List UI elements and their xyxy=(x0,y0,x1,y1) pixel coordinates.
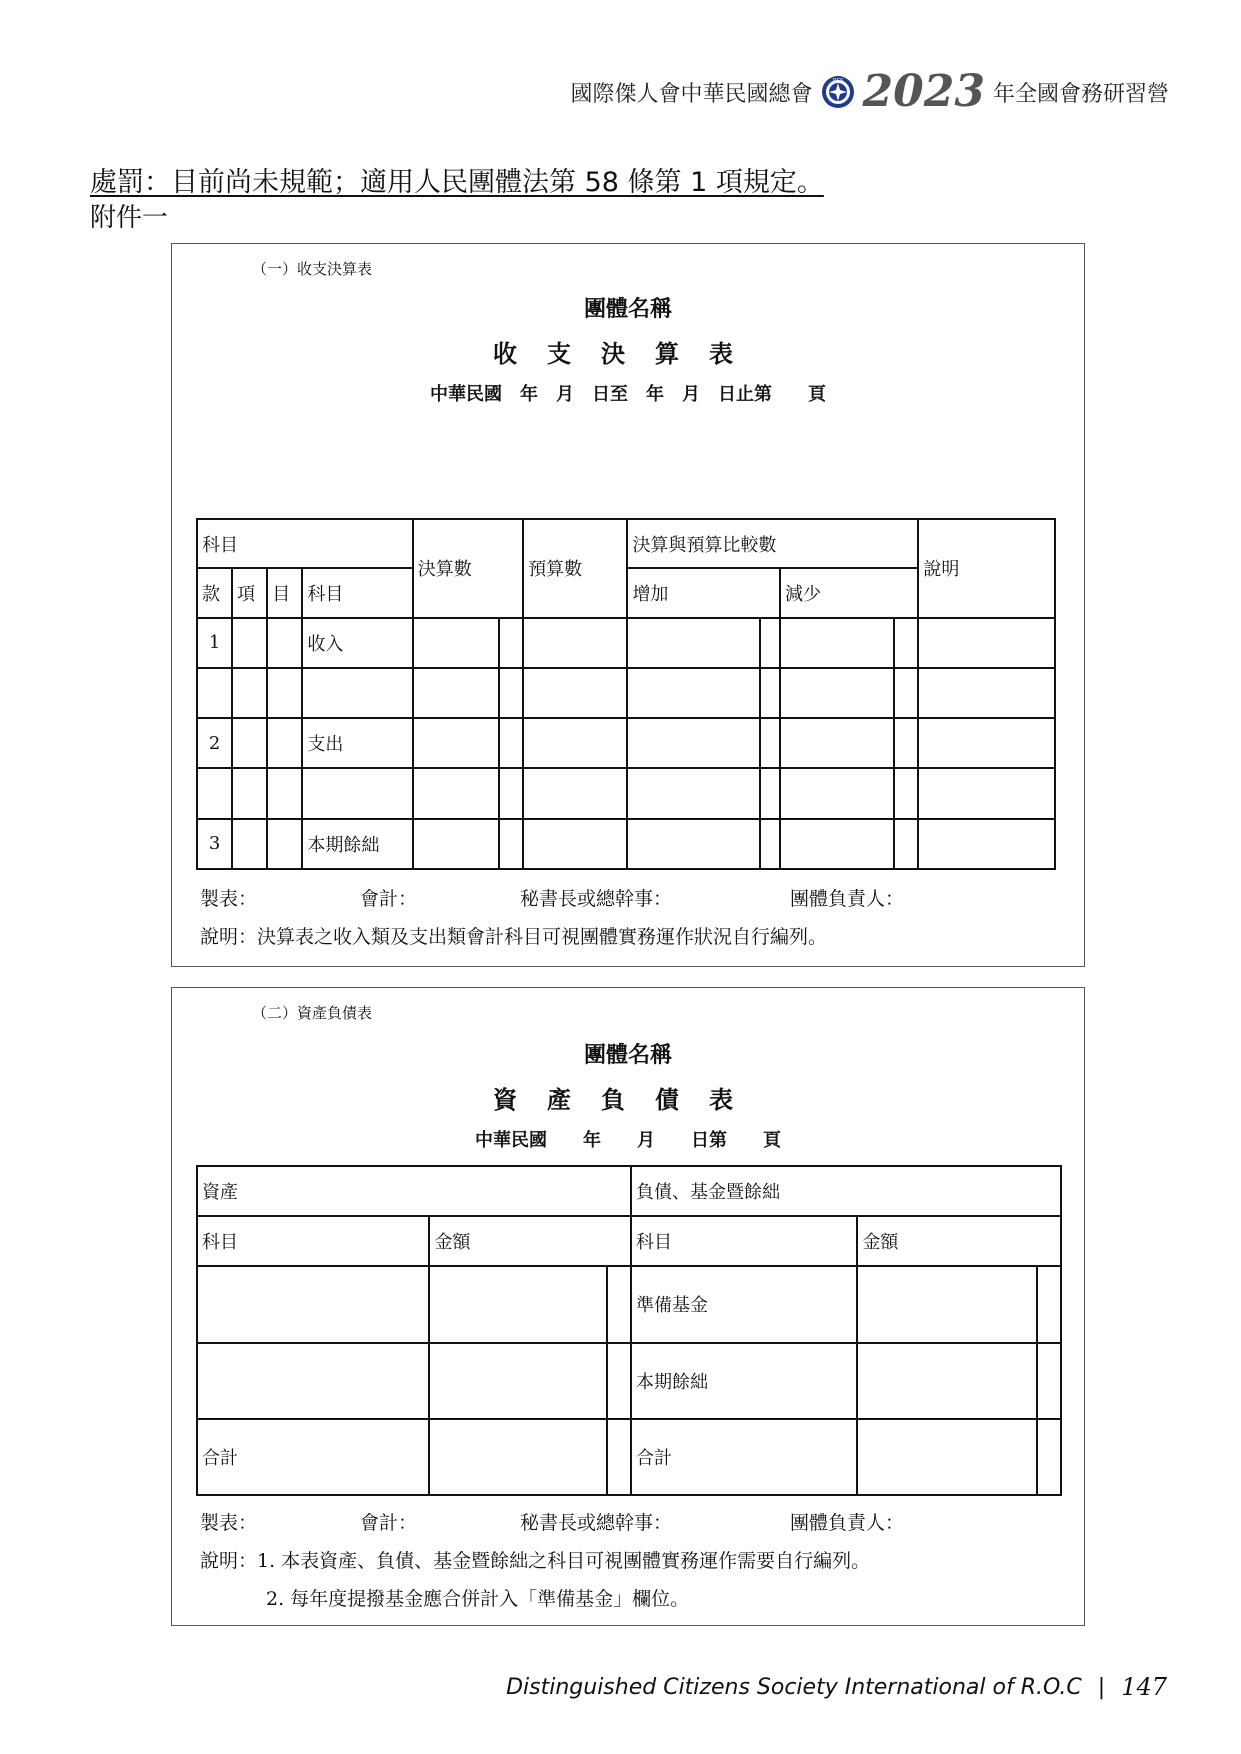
form2-signer-secretary: 秘書長或總幹事： xyxy=(520,1512,673,1534)
penalty-paragraph: 處罰：目前尚未規範；適用人民團體法第 58 條第 1 項規定。 xyxy=(90,167,824,198)
table-row xyxy=(197,1343,1061,1419)
row-kuan: 1 xyxy=(197,618,232,668)
form1-signer-accountant: 會計： xyxy=(360,888,418,910)
table-row xyxy=(197,819,1055,869)
table-row xyxy=(197,668,1055,718)
row-left-subject xyxy=(197,1266,429,1342)
form2-note2: 2. 每年度提撥基金應合併計入「準備基金」欄位。 xyxy=(266,1588,690,1610)
header-year: 2023 xyxy=(862,66,985,117)
row-subject: 收入 xyxy=(302,618,412,668)
form1-signer-head: 團體負責人： xyxy=(790,888,905,910)
form1-header-budget: 預算數 xyxy=(523,519,627,618)
row-kuan xyxy=(197,668,232,718)
footer-org-en: Distinguished Citizens Society International of R.O.C xyxy=(506,1674,1082,1700)
form2-org-name: 團體名稱 xyxy=(583,1042,672,1068)
form1-header-mu: 目 xyxy=(267,568,302,617)
row-kuan: 3 xyxy=(197,819,232,869)
form1-title: 收支決算表 xyxy=(493,339,763,368)
row-kuan xyxy=(197,768,232,818)
form2-date-line: 中華民國 年 月 日第 頁 xyxy=(475,1130,781,1151)
table-row xyxy=(197,718,1055,768)
row-right-subject: 合計 xyxy=(631,1419,857,1495)
form2-signer-head: 團體負責人： xyxy=(790,1512,905,1534)
row-right-subject: 本期餘絀 xyxy=(631,1343,857,1419)
form1-date-line: 中華民國 年 月 日至 年 月 日止第 頁 xyxy=(430,384,826,405)
row-subject xyxy=(302,768,412,818)
form1-note: 說明：決算表之收入類及支出類會計科目可視團體實務運作狀況自行編列。 xyxy=(200,926,828,948)
svg-text:DCS: DCS xyxy=(832,78,843,84)
footer-separator: | xyxy=(1097,1674,1106,1700)
form1-signer-secretary: 秘書長或總幹事： xyxy=(520,888,673,910)
form1-header-decrease: 減少 xyxy=(780,568,918,617)
form1-header-increase: 增加 xyxy=(627,568,780,617)
form2-header-amount-left: 金額 xyxy=(429,1216,631,1266)
form1-header-comparison: 決算與預算比較數 xyxy=(627,519,918,568)
form2-note1: 說明：1. 本表資產、負債、基金暨餘絀之科目可視團體實務運作需要自行編列。 xyxy=(200,1550,871,1572)
page-footer xyxy=(506,1673,1167,1701)
table-row xyxy=(197,618,1055,668)
table-row xyxy=(197,1419,1061,1495)
form1-header-subject: 科目 xyxy=(197,519,413,568)
form1-header-final: 決算數 xyxy=(413,519,523,618)
form-balance-sheet xyxy=(171,987,1085,1626)
page-header xyxy=(570,66,1170,117)
row-left-subject: 合計 xyxy=(197,1419,429,1495)
form2-signer-accountant: 會計： xyxy=(360,1512,418,1534)
table-row xyxy=(197,768,1055,818)
form2-title: 資產負債表 xyxy=(493,1085,763,1114)
form2-section-label: （二）資產負債表 xyxy=(252,1004,373,1022)
table-row xyxy=(197,1266,1061,1342)
form1-header-subject2: 科目 xyxy=(302,568,412,617)
society-logo-icon xyxy=(821,75,855,109)
row-kuan: 2 xyxy=(197,718,232,768)
row-subject: 本期餘絀 xyxy=(302,819,412,869)
form1-header-xiang: 項 xyxy=(232,568,267,617)
form1-org-name: 團體名稱 xyxy=(583,296,672,322)
form2-table xyxy=(196,1165,1062,1496)
header-event: 年全國會務研習營 xyxy=(992,81,1169,107)
form2-signer-preparer: 製表： xyxy=(200,1512,258,1534)
row-subject: 支出 xyxy=(302,718,412,768)
form2-header-amount-right: 金額 xyxy=(857,1216,1061,1266)
form2-header-assets: 資產 xyxy=(197,1166,631,1216)
form2-header-subject-right: 科目 xyxy=(631,1216,857,1266)
form-income-expense xyxy=(171,243,1085,967)
header-org: 國際傑人會中華民國總會 xyxy=(570,81,813,107)
form1-table xyxy=(196,518,1056,870)
page-number: 147 xyxy=(1121,1673,1167,1701)
form2-header-liabilities: 負債、基金暨餘絀 xyxy=(631,1166,1061,1216)
attachment-label: 附件一 xyxy=(90,203,169,233)
row-left-subject xyxy=(197,1343,429,1419)
form1-section-label: （一）收支決算表 xyxy=(252,260,373,278)
row-subject xyxy=(302,668,412,718)
form1-signer-preparer: 製表： xyxy=(200,888,258,910)
form2-header-subject-left: 科目 xyxy=(197,1216,429,1266)
form1-header-note: 說明 xyxy=(918,519,1055,618)
row-right-subject: 準備基金 xyxy=(631,1266,857,1342)
form1-header-kuan: 款 xyxy=(197,568,232,617)
